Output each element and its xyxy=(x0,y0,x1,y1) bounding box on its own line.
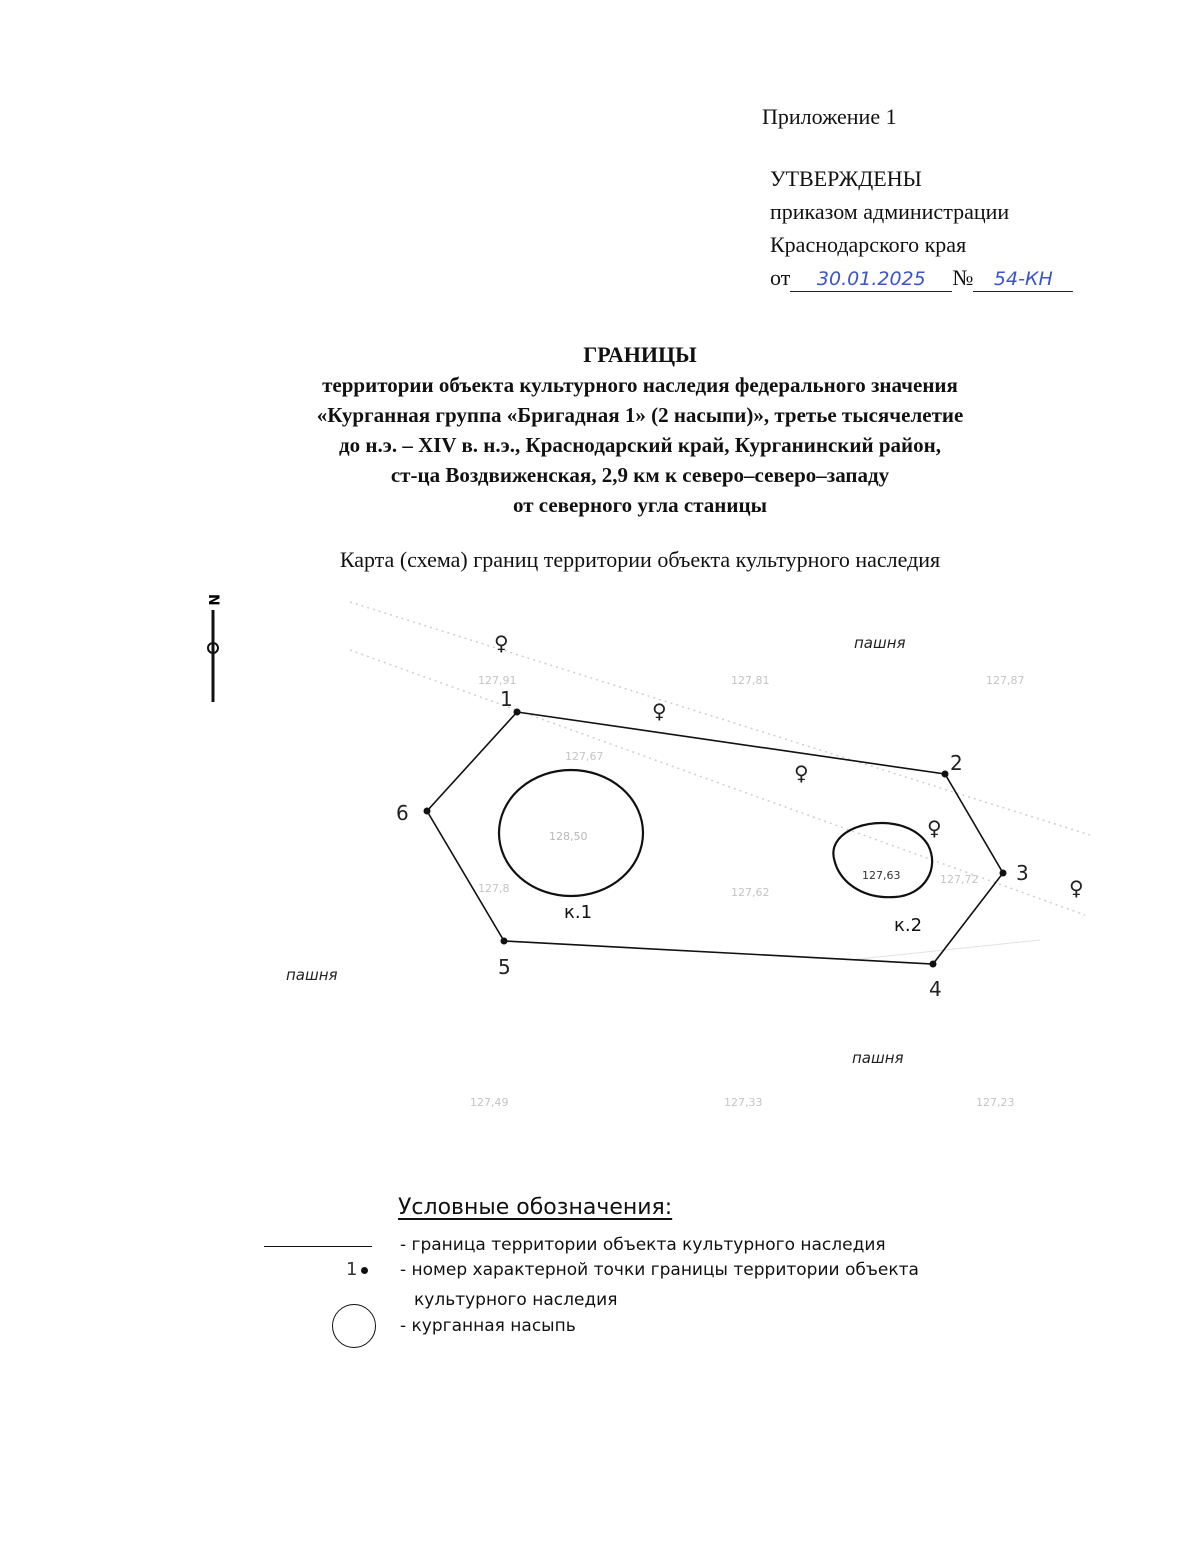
document-title xyxy=(150,340,1130,520)
point-symbol-dot xyxy=(361,1267,368,1274)
mound-2-label: к.2 xyxy=(894,915,923,936)
tree-icon: ♀ xyxy=(652,699,667,723)
boundary-point xyxy=(501,938,508,945)
point-symbol-number: 1 xyxy=(346,1259,358,1280)
title-line-1: территории объекта культурного наследия федерального значения xyxy=(322,373,958,397)
approved-label: УТВЕРЖДЕНЫ xyxy=(770,166,922,191)
elevation-mark: 127,23 xyxy=(976,1096,1015,1109)
field-label: пашня xyxy=(286,966,338,984)
title-line-5: от северного угла станицы xyxy=(513,493,767,517)
title-line-4: ст-ца Воздвиженская, 2,9 км к северо–северо–западу xyxy=(390,463,890,487)
boundary-point xyxy=(930,961,937,968)
number-prefix: № xyxy=(952,265,974,290)
north-arrow-icon xyxy=(205,594,221,702)
mound-symbol-icon xyxy=(332,1304,376,1348)
point-label: 1 xyxy=(500,687,513,711)
title-line-2: «Курганная группа «Бригадная 1» (2 насыпи)», третье тысячелетие xyxy=(316,403,964,427)
point-label: 4 xyxy=(929,977,942,1001)
point-label: 6 xyxy=(396,801,409,825)
approval-block xyxy=(770,162,1073,294)
tree-icon: ♀ xyxy=(494,631,509,655)
mound-2-outline xyxy=(833,823,932,897)
north-label: N xyxy=(205,594,221,606)
point-label: 2 xyxy=(950,751,963,775)
elevation-mark: 127,8 xyxy=(478,882,510,895)
legend-point: - номер характерной точки границы территории объекта xyxy=(400,1260,919,1280)
elevation-mark: 127,72 xyxy=(940,873,979,886)
order-line: приказом администрации xyxy=(770,199,1010,224)
mound-2-elevation: 127,63 xyxy=(862,869,901,882)
point-label: 5 xyxy=(498,955,511,979)
authority-line: Краснодарского края xyxy=(770,232,967,257)
elevation-mark: 127,33 xyxy=(724,1096,763,1109)
legend-title: Условные обозначения: xyxy=(398,1195,673,1220)
elevation-mark: 127,81 xyxy=(731,674,770,687)
legend-mound: - курганная насыпь xyxy=(400,1316,576,1336)
point-label: 3 xyxy=(1016,861,1029,885)
legend-point-cont: культурного наследия xyxy=(414,1290,618,1310)
appendix-label: Приложение 1 xyxy=(762,104,897,129)
field-label: пашня xyxy=(854,634,906,652)
boundary-point xyxy=(514,709,521,716)
elevation-mark: 127,67 xyxy=(565,750,604,763)
date-prefix: от xyxy=(770,265,791,290)
boundary-map xyxy=(0,590,1200,1110)
handwritten-date: 30.01.2025 xyxy=(790,267,952,292)
field-label: пашня xyxy=(852,1049,904,1067)
legend-boundary: - граница территории объекта культурного наследия xyxy=(400,1235,886,1255)
boundary-point xyxy=(942,771,949,778)
map-caption: Карта (схема) границ территории объекта культурного наследия xyxy=(339,547,941,572)
elevation-mark: 127,87 xyxy=(986,674,1025,687)
boundary-point xyxy=(424,808,431,815)
tree-icon: ♀ xyxy=(927,816,942,840)
title-line-3: до н.э. – XIV в. н.э., Краснодарский край, Курганинский район, xyxy=(339,433,941,457)
point-symbol xyxy=(346,1259,368,1280)
boundary-point xyxy=(1000,870,1007,877)
elevation-mark: 127,49 xyxy=(470,1096,509,1109)
tree-icon: ♀ xyxy=(1069,876,1084,900)
handwritten-number: 54-КН xyxy=(973,267,1073,292)
elevation-mark: 127,62 xyxy=(731,886,770,899)
tree-icon: ♀ xyxy=(794,761,809,785)
title-main: ГРАНИЦЫ xyxy=(583,342,697,367)
mound-1-label: к.1 xyxy=(564,902,593,923)
mound-1-elevation: 128,50 xyxy=(549,830,588,843)
date-number-line xyxy=(770,261,1073,294)
boundary-line-symbol xyxy=(264,1246,372,1247)
elevation-mark: 127,91 xyxy=(478,674,517,687)
shelterbelt-edge-north xyxy=(350,602,1090,835)
faint-line xyxy=(850,940,1040,960)
